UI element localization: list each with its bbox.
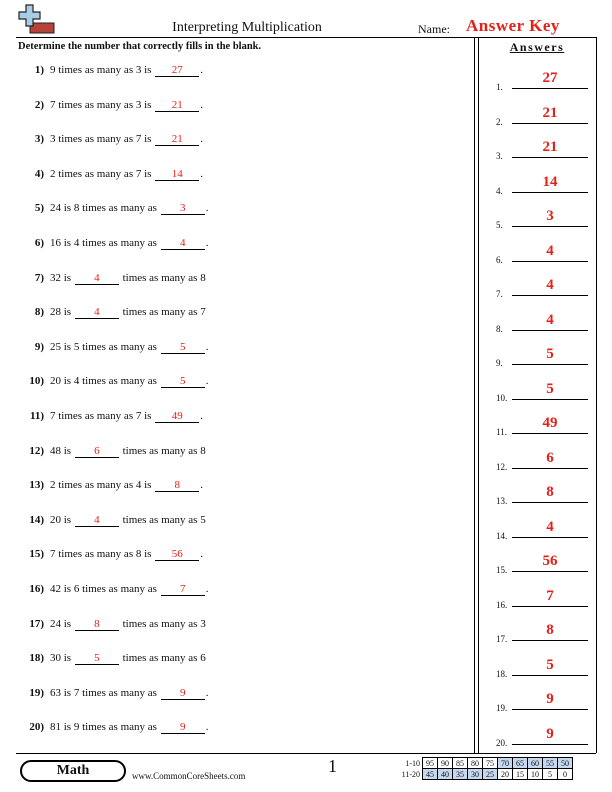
answer-key-number: 12.	[496, 461, 508, 472]
answer-key-row	[496, 450, 592, 472]
score-cell: 15	[513, 769, 528, 780]
problem-text-after: .	[205, 340, 209, 353]
answer-key-line	[512, 330, 588, 331]
answer-key-number: 16.	[496, 599, 508, 610]
problem-row	[16, 410, 203, 423]
problem-text-after: .	[200, 133, 203, 146]
answer-blank: 5	[75, 652, 119, 665]
problem-text-after: .	[205, 583, 209, 595]
problem-number: 19)	[29, 686, 44, 699]
problem-row	[16, 237, 208, 250]
page-number: 1	[328, 756, 337, 776]
problem-text-before: 48 is	[50, 444, 72, 457]
problem-text-after: times as many as 8	[122, 444, 206, 457]
problem-text-before: 42 is 6 times as many as	[50, 583, 157, 595]
score-cell: 60	[528, 758, 543, 769]
answer-key-line	[512, 192, 588, 193]
answer-key-row	[496, 312, 592, 334]
problem-text-after: times as many as 8	[122, 271, 206, 284]
problem-text-after: .	[205, 721, 209, 734]
answer-key-value: 56	[542, 553, 558, 569]
answer-key-line	[512, 502, 588, 503]
problem-text-before: 7 times as many as 3 is	[50, 98, 152, 111]
answer-blank: 4	[75, 514, 119, 527]
answer-column-border-right	[596, 37, 597, 753]
answer-key-row	[496, 588, 592, 610]
answer-key-title: Answer Key	[466, 16, 560, 35]
problem-number: 1)	[34, 64, 44, 76]
score-cell: 75	[483, 758, 498, 769]
problem-row	[16, 652, 206, 665]
score-cell: 5	[543, 769, 558, 780]
answer-key-value: 5	[546, 346, 554, 362]
answer-key-row	[496, 70, 592, 92]
problem-text-after: .	[205, 202, 209, 215]
answer-key-line	[512, 157, 588, 158]
score-table	[396, 757, 573, 780]
problem-text-before: 20 is 4 times as many as	[50, 375, 157, 388]
answer-key-number: 14.	[496, 530, 508, 541]
problem-text-before: 2 times as many as 7 is	[50, 167, 152, 180]
answer-column-border-inner	[478, 37, 479, 753]
answer-key-line	[512, 468, 588, 469]
problem-number: 9)	[34, 340, 44, 353]
answer-key-number: 18.	[496, 668, 508, 679]
answer-key-number: 8.	[496, 323, 503, 334]
answer-blank: 21	[155, 99, 199, 112]
answer-key-row	[496, 139, 592, 161]
answer-key-row	[496, 519, 592, 541]
answer-key-value: 21	[542, 104, 558, 121]
problem-text-after: .	[200, 479, 203, 492]
answer-key-value: 21	[542, 139, 558, 155]
score-cell: 10	[528, 769, 543, 780]
answer-key-number: 19.	[496, 703, 508, 713]
problem-row	[16, 514, 206, 527]
answer-blank: 27	[155, 64, 199, 77]
problem-text-before: 7 times as many as 8 is	[50, 548, 152, 561]
problem-text-after: .	[200, 410, 203, 422]
problem-number: 4)	[34, 167, 44, 180]
answer-key-line	[512, 709, 588, 710]
answer-key-number: 4.	[496, 185, 503, 196]
answer-key-number: 5.	[496, 220, 503, 230]
score-cell: 0	[558, 769, 573, 780]
answer-key-value: 4	[546, 277, 554, 293]
score-cell: 25	[483, 769, 498, 780]
answer-blank: 4	[75, 306, 119, 319]
problem-text-before: 63 is 7 times as many as	[50, 686, 157, 699]
answer-blank: 49	[155, 410, 199, 423]
answer-key-row	[496, 691, 592, 713]
score-range-label: 1-10	[405, 758, 420, 768]
problem-text-before: 32 is	[50, 271, 72, 284]
problem-text-after: times as many as 5	[122, 513, 206, 526]
problem-row	[16, 133, 203, 146]
score-row	[396, 758, 573, 769]
problem-text-after: .	[200, 548, 203, 561]
problem-number: 3)	[34, 133, 44, 146]
problem-number: 16)	[29, 583, 44, 595]
answer-blank: 14	[155, 168, 199, 181]
problem-number: 7)	[34, 271, 44, 284]
problem-row	[16, 721, 208, 734]
answer-key-value: 8	[546, 622, 554, 638]
answer-key-number: 11.	[496, 427, 507, 437]
answer-blank: 4	[75, 272, 119, 285]
problem-number: 17)	[29, 617, 44, 630]
problem-row	[16, 341, 208, 354]
score-row	[396, 769, 573, 780]
score-cell: 40	[438, 769, 453, 780]
instructions: Determine the number that correctly fills in the blank.	[18, 41, 262, 52]
problem-text-before: 30 is	[50, 652, 72, 665]
answer-blank: 9	[161, 721, 205, 734]
problem-text-before: 2 times as many as 4 is	[50, 479, 152, 492]
problem-number: 6)	[34, 237, 44, 249]
score-cell: 20	[498, 769, 513, 780]
answer-key-line	[512, 399, 588, 400]
problem-row	[16, 618, 206, 631]
answer-key-number: 7.	[496, 289, 503, 299]
footer-url: www.CommonCoreSheets.com	[132, 771, 246, 781]
answer-key-number: 1.	[496, 82, 503, 92]
problem-text-after: times as many as 7	[122, 306, 206, 319]
answer-key-value: 14	[542, 173, 558, 190]
answer-key-line	[512, 226, 588, 227]
answer-key-number: 10.	[496, 392, 508, 403]
answer-key-line	[512, 433, 588, 434]
answer-key-line	[512, 88, 588, 89]
answer-key-value: 9	[546, 691, 554, 707]
problem-text-after: .	[205, 686, 209, 699]
problem-number: 12)	[29, 444, 44, 457]
answer-key-line	[512, 295, 588, 296]
problem-number: 5)	[34, 202, 44, 215]
score-range-label: 11-20	[401, 769, 420, 779]
problem-number: 10)	[29, 375, 44, 388]
answer-key-value: 4	[546, 518, 554, 535]
problem-row	[16, 306, 206, 319]
problem-number: 2)	[34, 98, 44, 111]
problem-text-before: 28 is	[50, 306, 72, 319]
answer-key-number: 15.	[496, 565, 508, 575]
problem-text-after: .	[200, 167, 203, 180]
score-cell: 70	[498, 758, 513, 769]
problem-text-after: .	[200, 98, 203, 111]
answer-key-value: 3	[546, 208, 554, 224]
problem-text-after: times as many as 3	[122, 617, 206, 630]
answer-key-line	[512, 261, 588, 262]
problem-text-after: .	[205, 237, 209, 249]
answer-key-line	[512, 571, 588, 572]
answer-blank: 5	[161, 341, 205, 354]
problem-number: 15)	[29, 548, 44, 561]
score-cell: 95	[423, 758, 438, 769]
answer-blank: 5	[161, 375, 205, 388]
problem-row	[16, 202, 208, 215]
answer-key-value: 8	[546, 484, 554, 500]
answer-key-value: 5	[546, 656, 554, 673]
answer-key-line	[512, 640, 588, 641]
answer-blank: 3	[161, 202, 205, 215]
answer-key-number: 3.	[496, 151, 503, 161]
score-cell: 80	[468, 758, 483, 769]
answer-key-line	[512, 364, 588, 365]
problem-row	[16, 168, 203, 181]
problem-number: 20)	[29, 721, 44, 734]
answer-key-number: 13.	[496, 496, 508, 506]
answer-key-row	[496, 622, 592, 644]
answer-key-row	[496, 553, 592, 575]
footer-divider	[16, 753, 596, 754]
problem-text-before: 3 times as many as 7 is	[50, 133, 152, 146]
problem-number: 11)	[29, 410, 44, 422]
answer-key-value: 6	[546, 449, 554, 466]
problem-row	[16, 445, 206, 458]
answer-key-row	[496, 208, 592, 230]
score-cell: 90	[438, 758, 453, 769]
answer-key-number: 9.	[496, 358, 503, 368]
answer-key-value: 49	[542, 415, 558, 431]
score-cell: 30	[468, 769, 483, 780]
name-label: Name:	[418, 22, 450, 36]
score-cell: 65	[513, 758, 528, 769]
score-cell: 55	[543, 758, 558, 769]
problem-row	[16, 64, 203, 77]
problem-number: 13)	[29, 479, 44, 492]
problem-row	[16, 375, 208, 388]
score-cell: 85	[453, 758, 468, 769]
answer-key-value: 7	[546, 587, 554, 604]
problem-text-after: .	[200, 64, 203, 76]
problem-text-before: 24 is 8 times as many as	[50, 202, 157, 215]
answer-blank: 7	[161, 583, 205, 596]
score-cell: 50	[558, 758, 573, 769]
answer-key-value: 4	[546, 311, 554, 328]
problem-text-after: times as many as 6	[122, 652, 206, 665]
answer-blank: 56	[155, 548, 199, 561]
answer-key-value: 9	[546, 725, 554, 742]
answer-key-line	[512, 537, 588, 538]
problem-text-before: 7 times as many as 7 is	[50, 410, 152, 422]
problem-number: 14)	[29, 513, 44, 526]
answer-key-row	[496, 346, 592, 368]
header-divider	[16, 37, 596, 38]
answer-key-row	[496, 105, 592, 127]
subject-badge: Math	[20, 760, 126, 782]
answer-key-number: 2.	[496, 116, 503, 127]
answers-header: Answers	[509, 40, 565, 54]
answer-key-number: 17.	[496, 634, 508, 644]
answer-key-line	[512, 123, 588, 124]
problem-row	[16, 548, 203, 561]
answer-key-row	[496, 243, 592, 265]
answer-key-value: 4	[546, 242, 554, 259]
answer-key-row	[496, 277, 592, 299]
problem-row	[16, 272, 206, 285]
worksheet-title: Interpreting Multiplication	[172, 20, 322, 35]
problem-text-after: .	[205, 375, 209, 388]
answer-key-row	[496, 174, 592, 196]
answer-blank: 8	[155, 479, 199, 492]
answer-key-number: 20.	[496, 737, 508, 748]
answer-blank: 8	[75, 618, 119, 631]
answer-blank: 21	[155, 133, 199, 146]
problem-number: 18)	[29, 652, 44, 665]
answer-blank: 6	[75, 445, 119, 458]
problem-row	[16, 687, 208, 700]
answer-key-line	[512, 675, 588, 676]
problem-text-before: 20 is	[50, 513, 72, 526]
answer-key-row	[496, 726, 592, 748]
answer-key-row	[496, 484, 592, 506]
problem-number: 8)	[34, 306, 44, 319]
answer-blank: 9	[161, 687, 205, 700]
answer-blank: 4	[161, 237, 205, 250]
answer-key-value: 27	[542, 70, 558, 86]
problem-text-before: 81 is 9 times as many as	[50, 721, 157, 734]
problem-text-before: 24 is	[50, 617, 72, 630]
answer-key-row	[496, 657, 592, 679]
score-cell: 35	[453, 769, 468, 780]
answer-column-border-left	[474, 37, 475, 753]
answer-key-row	[496, 381, 592, 403]
problem-text-before: 16 is 4 times as many as	[50, 237, 157, 249]
answer-key-line	[512, 744, 588, 745]
answer-key-value: 5	[546, 380, 554, 397]
problem-text-before: 9 times as many as 3 is	[50, 64, 152, 76]
problem-row	[16, 479, 203, 492]
score-cell: 45	[423, 769, 438, 780]
answer-key-line	[512, 606, 588, 607]
answer-key-row	[496, 415, 592, 437]
problem-row	[16, 99, 203, 112]
problem-text-before: 25 is 5 times as many as	[50, 340, 157, 353]
answer-key-number: 6.	[496, 254, 503, 265]
problem-row	[16, 583, 208, 596]
